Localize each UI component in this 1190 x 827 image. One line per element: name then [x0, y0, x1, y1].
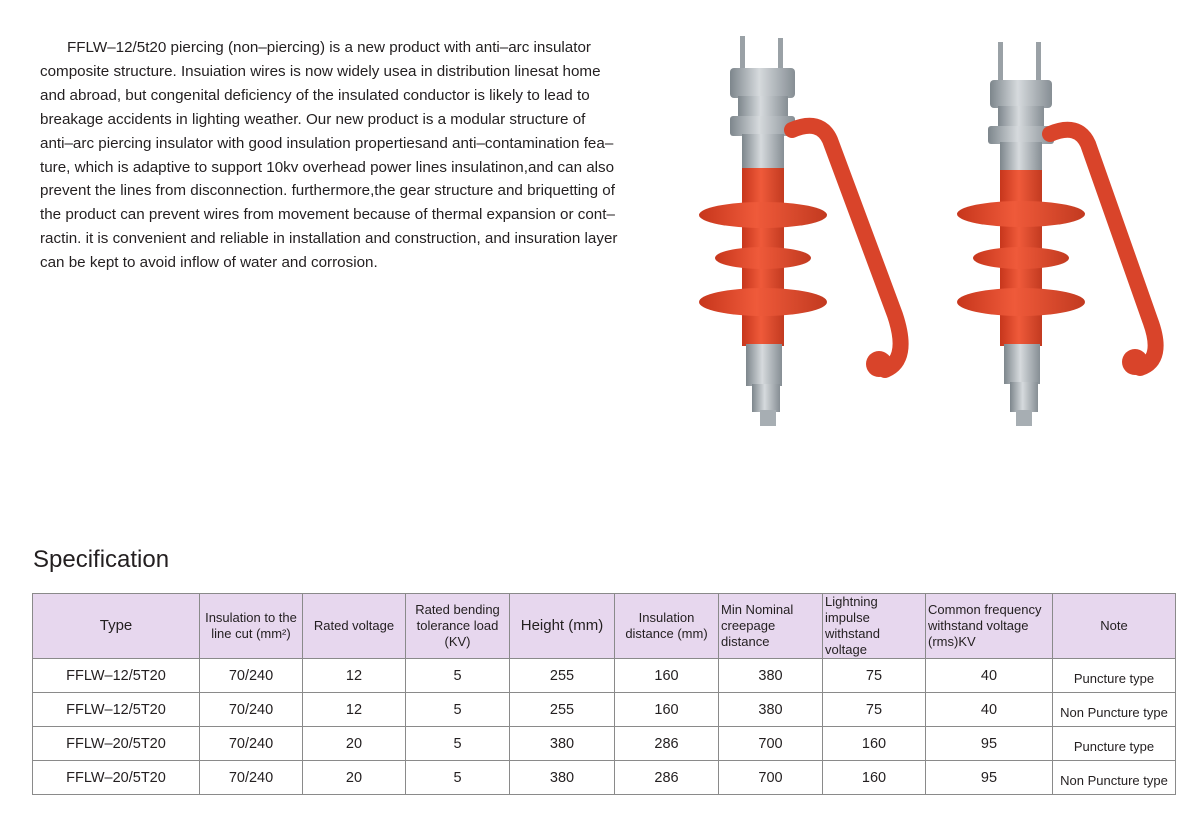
- header-lightning-impulse: Lightning impulse withstand voltage: [823, 594, 926, 659]
- insulator-right: [957, 42, 1156, 426]
- cell-rated-voltage: 20: [303, 727, 406, 761]
- header-type: Type: [33, 594, 200, 659]
- table-header-row: [33, 594, 1176, 659]
- cell-bending-load: 5: [406, 727, 510, 761]
- table-row: [33, 693, 1176, 727]
- intro-line: the product can prevent wires from movement because of thermal expansion or cont‒: [40, 206, 615, 224]
- insulator-product-photo: [680, 30, 1180, 440]
- intro-paragraph: [40, 36, 640, 275]
- cell-line-cut: 70/240: [200, 727, 303, 761]
- cell-height: 380: [510, 727, 615, 761]
- header-insulation-distance: Insulation distance (mm): [615, 594, 719, 659]
- cell-rated-voltage: 12: [303, 659, 406, 693]
- cell-frequency-voltage: 95: [926, 761, 1053, 795]
- cell-insulation-distance: 160: [615, 659, 719, 693]
- cell-bending-load: 5: [406, 659, 510, 693]
- header-rated-bending-load: Rated bending tolerance load (KV): [406, 594, 510, 659]
- cell-lightning-impulse: 160: [823, 761, 926, 795]
- table-row: [33, 761, 1176, 795]
- header-rated-voltage: Rated voltage: [303, 594, 406, 659]
- cell-creepage-distance: 700: [719, 727, 823, 761]
- cell-note: Non Puncture type: [1053, 693, 1176, 727]
- header-insulation-line-cut: Insulation to the line cut (mm²): [200, 594, 303, 659]
- cell-frequency-voltage: 40: [926, 659, 1053, 693]
- cell-note: Puncture type: [1053, 659, 1176, 693]
- cell-creepage-distance: 700: [719, 761, 823, 795]
- cell-insulation-distance: 160: [615, 693, 719, 727]
- intro-line: and abroad, but congenital deficiency of the insulated conductor is likely to lead to: [40, 86, 590, 104]
- cell-height: 255: [510, 659, 615, 693]
- cell-lightning-impulse: 75: [823, 693, 926, 727]
- table-row: [33, 659, 1176, 693]
- cell-lightning-impulse: 160: [823, 727, 926, 761]
- cell-frequency-voltage: 40: [926, 693, 1053, 727]
- cell-line-cut: 70/240: [200, 659, 303, 693]
- intro-line: ture, which is adaptive to support 10kv overhead power lines insulatinon,and can also: [40, 158, 615, 176]
- cell-frequency-voltage: 95: [926, 727, 1053, 761]
- table-row: [33, 727, 1176, 761]
- cell-height: 380: [510, 761, 615, 795]
- specification-table: [32, 593, 1176, 795]
- cell-type: FFLW‒12/5T20: [33, 659, 200, 693]
- cell-note: Puncture type: [1053, 727, 1176, 761]
- header-note: Note: [1053, 594, 1176, 659]
- cell-rated-voltage: 12: [303, 693, 406, 727]
- cell-creepage-distance: 380: [719, 659, 823, 693]
- cell-creepage-distance: 380: [719, 693, 823, 727]
- intro-line: composite structure. Insuiation wires is now widely usea in distribution linesat home: [40, 62, 601, 80]
- cell-rated-voltage: 20: [303, 761, 406, 795]
- cell-height: 255: [510, 693, 615, 727]
- cell-lightning-impulse: 75: [823, 659, 926, 693]
- intro-line: ractin. it is convenient and reliable in installation and construction, and insuration layer: [40, 230, 618, 248]
- cell-type: FFLW‒12/5T20: [33, 693, 200, 727]
- spec-heading: Specification: [33, 546, 170, 573]
- cell-insulation-distance: 286: [615, 761, 719, 795]
- intro-line: FFLW‒12/5t20 piercing (non‒piercing) is a new product with anti‒arc insulator: [67, 39, 591, 56]
- cell-bending-load: 5: [406, 761, 510, 795]
- intro-line: anti‒arc piercing insulator with good insulation propertiesand anti‒contamination fea‒: [40, 134, 614, 152]
- cell-line-cut: 70/240: [200, 761, 303, 795]
- header-height: Height (mm): [510, 594, 615, 659]
- insulator-left: [699, 36, 901, 426]
- cell-type: FFLW‒20/5T20: [33, 761, 200, 795]
- header-creepage-distance: Min Nominal creepage distance: [719, 594, 823, 659]
- cell-bending-load: 5: [406, 693, 510, 727]
- cell-insulation-distance: 286: [615, 727, 719, 761]
- cell-line-cut: 70/240: [200, 693, 303, 727]
- cell-type: FFLW‒20/5T20: [33, 727, 200, 761]
- intro-line: breakage accidents in lighting weather. Our new product is a modular structure of: [40, 110, 586, 128]
- intro-line: can be kept to avoid inflow of water and corrosion.: [40, 254, 378, 272]
- intro-line: prevent the lines from disconnection. furthermore,the gear structure and briquetting of: [40, 182, 615, 200]
- header-common-frequency: Common frequency withstand voltage (rms)KV: [926, 594, 1053, 659]
- cell-note: Non Puncture type: [1053, 761, 1176, 795]
- table-body: [33, 659, 1176, 795]
